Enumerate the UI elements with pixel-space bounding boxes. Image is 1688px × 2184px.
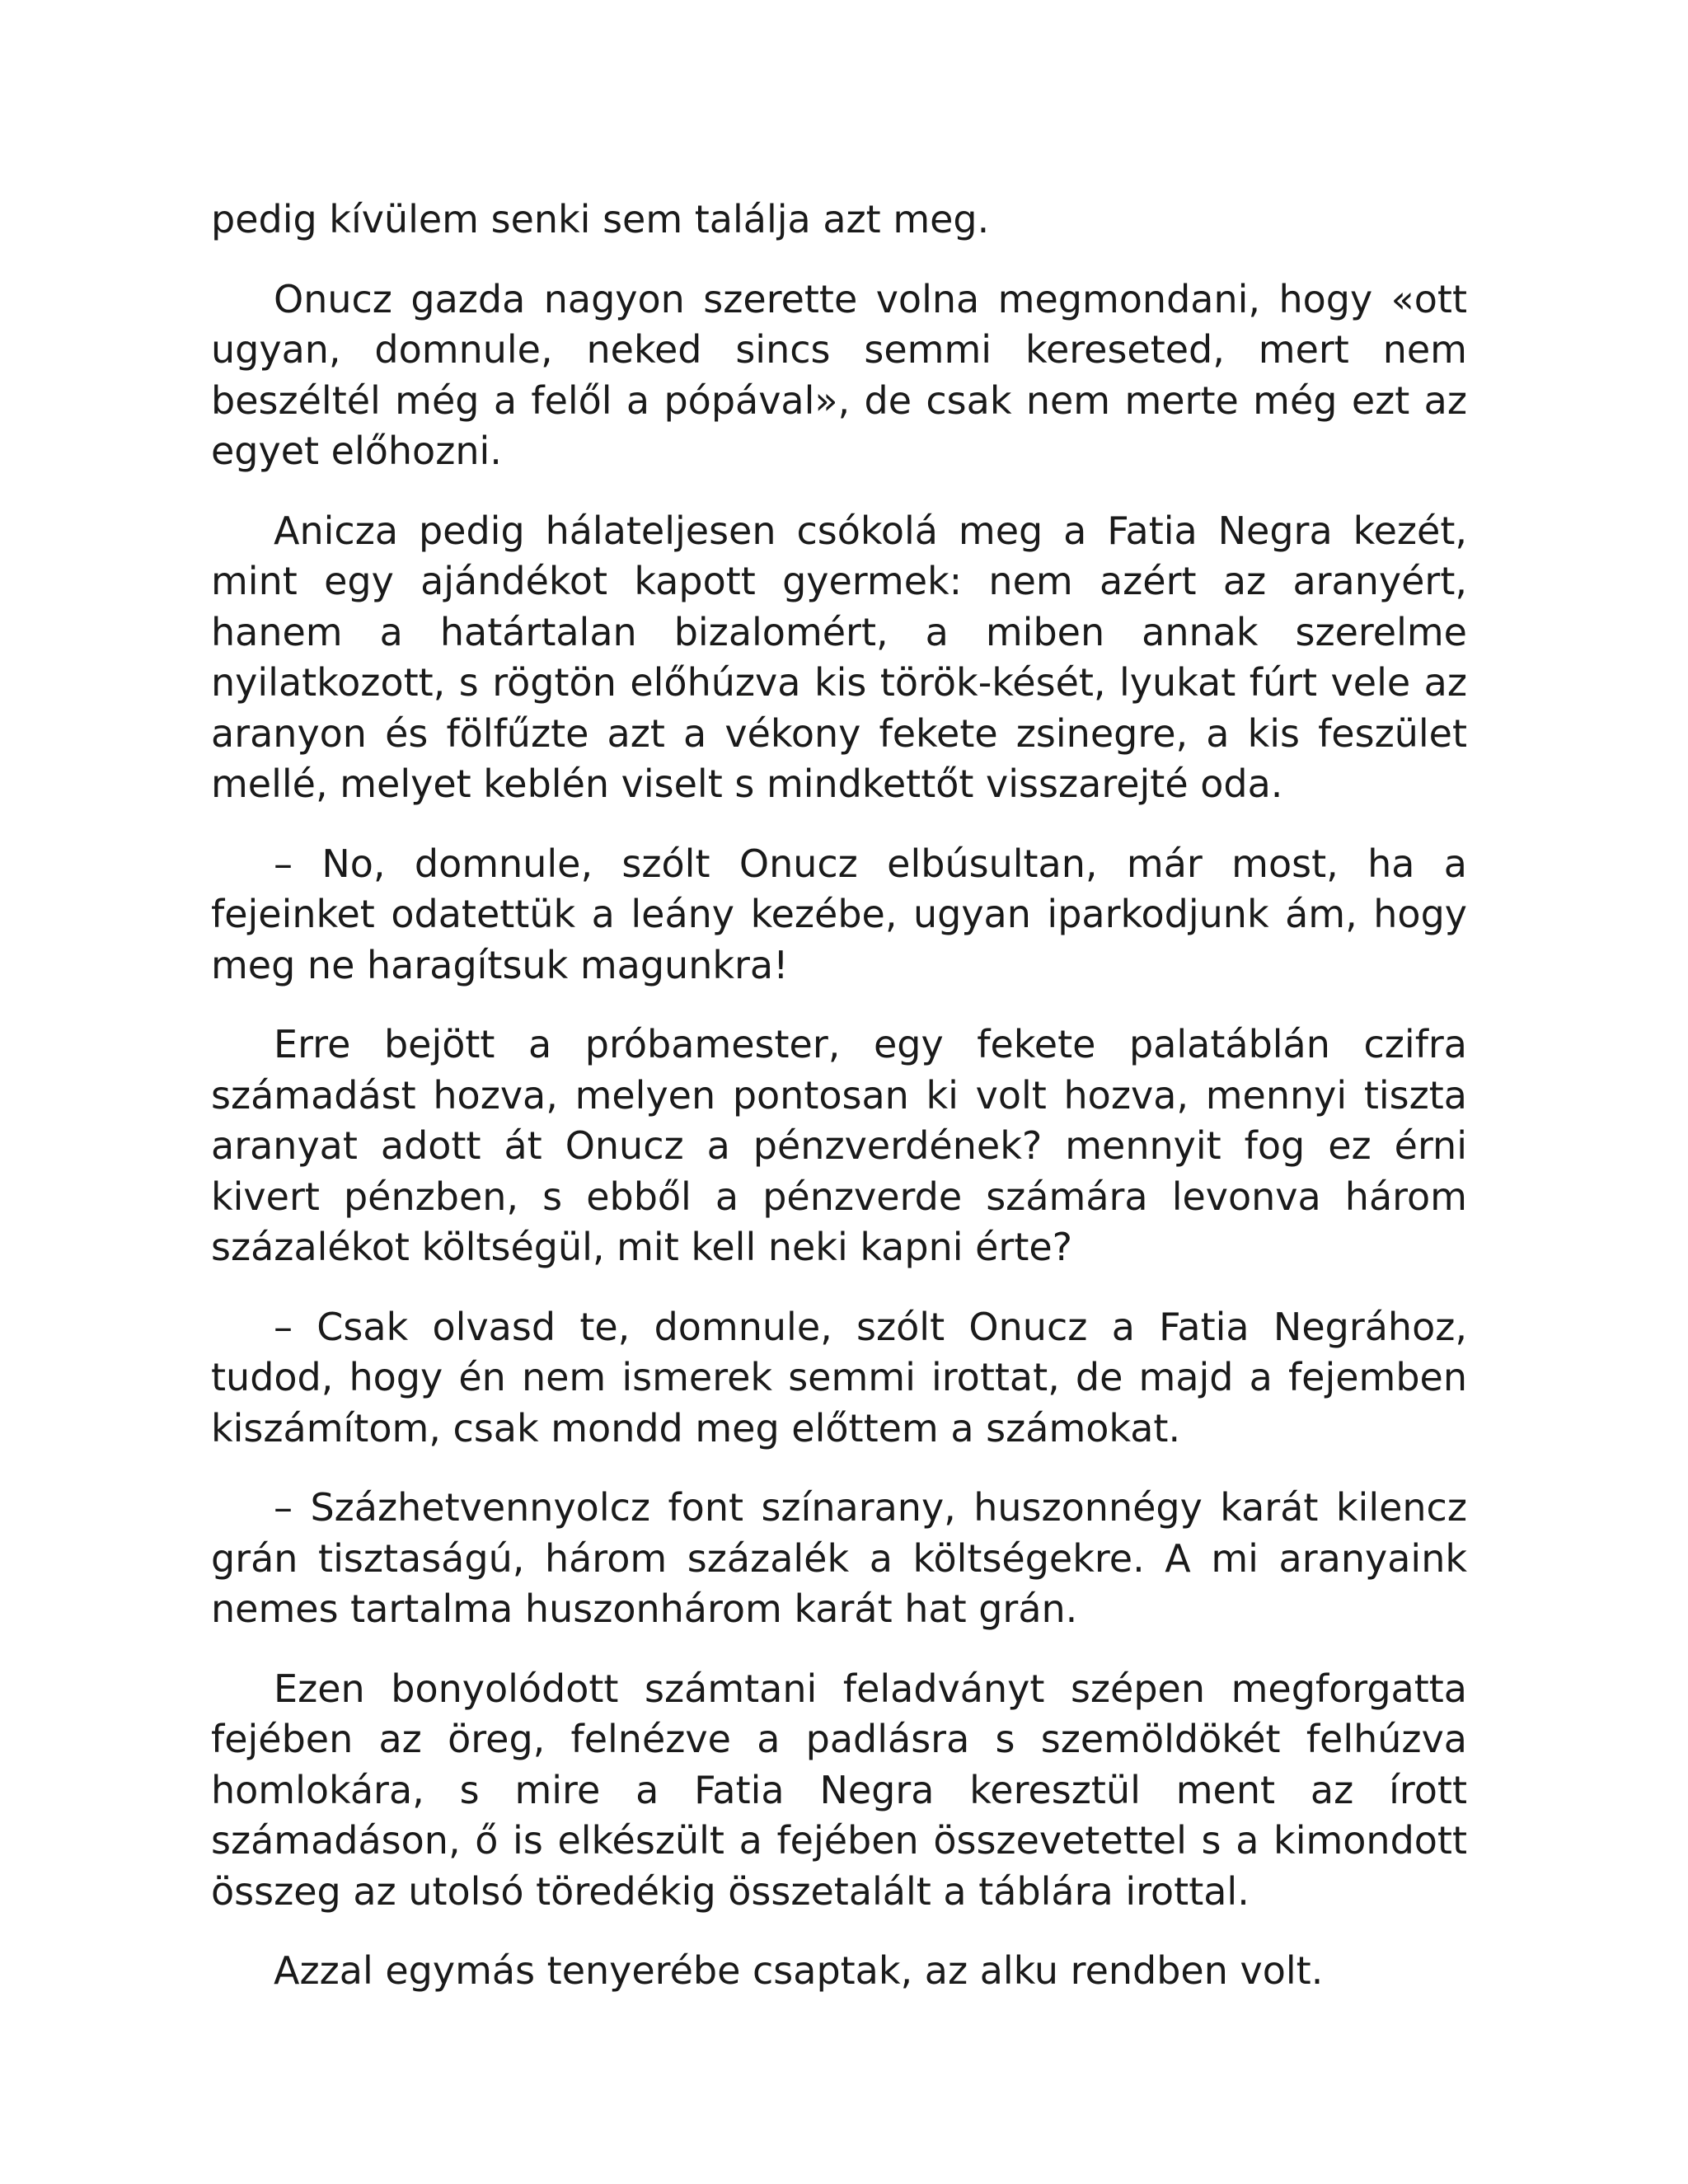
paragraph-4: – No, domnule, szólt Onucz elbúsultan, már most, ha a fejeinket odatettük a leány kezébe, ugyan iparkodjunk ám, hogy meg ne haragítsuk magunkra! [211,841,1467,987]
paragraph-6: – Csak olvasd te, domnule, szólt Onucz a Fatia Negrához, tudod, hogy én nem ismerek semmi irottat, de majd a fejemben kiszámítom, csak mondd meg előttem a számokat. [211,1304,1467,1451]
paragraph-7: – Százhetvennyolcz font színarany, huszonnégy karát kilencz grán tisztaságú, három százalék a költségekre. A mi aranyaink nemes tartalma huszonhárom karát hat grán. [211,1485,1467,1631]
paragraph-2: Onucz gazda nagyon szerette volna megmondani, hogy «ott ugyan, domnule, neked sincs semmi kereseted, mert nem beszéltél még a felől a pópával», de csak nem merte még ezt az egyet előhozni. [211,276,1467,473]
paragraph-3: Anicza pedig hálateljesen csókolá meg a Fatia Negra kezét, mint egy ajándékot kapott gyermek: nem azért az aranyért, hanem a határtalan bizalomért, a miben annak szerelme nyilatkozott, s rögtön előhúzva kis török-kését, lyukat fúrt vele az aranyon és fölfűzte azt a vékony fekete zsinegre, a kis feszület mellé, melyet keblén viselt s mindkettőt visszarejté oda. [211,508,1467,806]
paragraph-1: pedig kívülem senki sem találja azt meg. [211,197,990,241]
paragraph-5: Erre bejött a próbamester, egy fekete palatáblán czifra számadást hozva, melyen pontosan ki volt hozva, mennyi tiszta aranyat adott át Onucz a pénzverdének? mennyit fog ez érni kivert pénzben, s ebből a pénzverde számára levonva három százalékot költségül, mit kell neki kapni érte? [211,1022,1467,1269]
page-text-body [211,194,1467,2026]
paragraph-9: Azzal egymás tenyerébe csaptak, az alku rendben volt. [274,1948,1324,1993]
paragraph-8: Ezen bonyolódott számtani feladványt szépen megforgatta fejében az öreg, felnézve a padlásra s szemöldökét felhúzva homlokára, s mire a Fatia Negra keresztül ment az írott számadáson, ő is elkészült a fejében összevetettel s a kimondott összeg az utolsó töredékig összetalált a táblára irottal. [211,1666,1467,1914]
